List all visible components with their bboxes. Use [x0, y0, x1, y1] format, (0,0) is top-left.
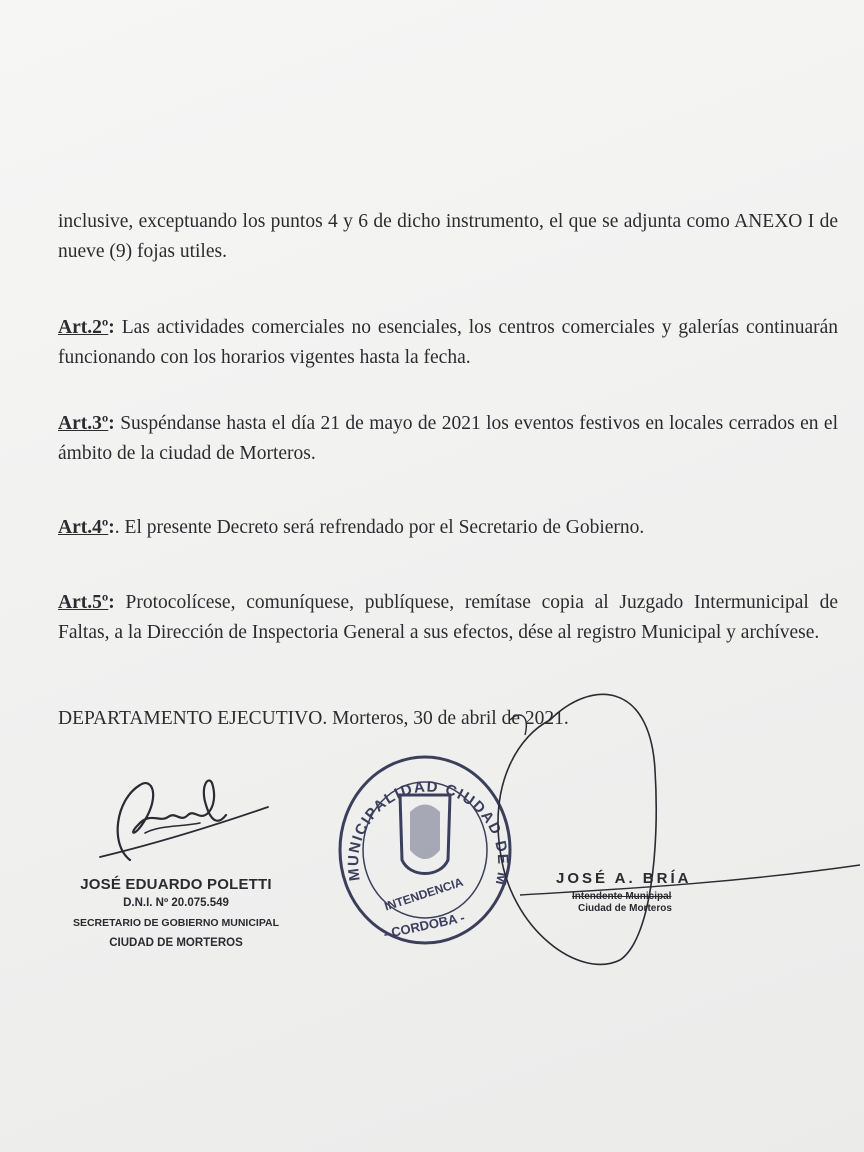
article-2-text: Las actividades comerciales no esenciales, los centros comerciales y galerías continuarán funcionando con los horarios vigentes hasta la fecha.: [58, 317, 838, 368]
left-signer-dni: D.N.I. Nº 20.075.549: [123, 897, 229, 909]
article-5-text: Protocolícese, comuníquese, publíquese, remítase copia al Juzgado Intermunicipal de Faltas, a la Dirección de Inspectoria General a sus efectos, dése al registro Municipal y archívese.: [58, 592, 838, 643]
left-signature-block: [56, 876, 296, 953]
article-5: Art.5º: Protocolícese, comuníquese, publíquese, remítase copia al Juzgado Intermunicipal de Faltas, a la Dirección de Inspectoria General a sus efectos, dése al registro Municipal y archívese.: [58, 592, 838, 643]
left-signer-title: SECRETARIO DE GOBIERNO MUNICIPAL: [72, 917, 280, 929]
right-signer-city: Ciudad de Morteros: [578, 903, 672, 914]
left-signature-scribble: [90, 765, 280, 875]
article-2-label: Art.2º: [58, 317, 109, 338]
article-3-label: Art.3º: [58, 413, 109, 434]
paragraph-continuation: inclusive, exceptuando los puntos 4 y 6 de dicho instrumento, el que se adjunta como ANEXO I de nueve (9) fojas utiles.: [58, 211, 838, 262]
left-signer-name: JOSÉ EDUARDO POLETTI: [80, 876, 272, 893]
article-4-text: . El presente Decreto será refrendado por el Secretario de Gobierno.: [114, 517, 645, 538]
right-signer-title: Intendente Municipal: [572, 891, 672, 902]
article-2: Art.2º: Las actividades comerciales no esenciales, los centros comerciales y galerías continuarán funcionando con los horarios vigentes hasta la fecha.: [58, 317, 838, 368]
stamp-inner-text: INTENDENCIA: [382, 874, 465, 914]
article-4: Art.4º:. El presente Decreto será refrendado por el Secretario de Gobierno.: [58, 517, 645, 538]
stamp-bottom-text: - CORDOBA -: [382, 909, 467, 942]
article-3-text: Suspéndanse hasta el día 21 de mayo de 2021 los eventos festivos en locales cerrados en el ámbito de la ciudad de Morteros.: [58, 413, 838, 464]
closing-line: DEPARTAMENTO EJECUTIVO. Morteros, 30 de abril de 2021.: [58, 708, 569, 729]
article-3: Art.3º: Suspéndanse hasta el día 21 de mayo de 2021 los eventos festivos en locales cerrados en el ámbito de la ciudad de Morteros.: [58, 413, 838, 464]
left-signer-city: CIUDAD DE MORTEROS: [109, 937, 243, 949]
right-signature-block: [556, 870, 736, 915]
article-4-label: Art.4º: [58, 517, 109, 538]
right-signature-scribble: [480, 680, 860, 970]
right-signer-name: JOSÉ A. BRÍA: [556, 870, 692, 887]
article-5-label: Art.5º: [58, 592, 109, 613]
stamp-outer-text: MUNICIPALIDAD CIUDAD DE MORTEROS: [323, 737, 512, 888]
